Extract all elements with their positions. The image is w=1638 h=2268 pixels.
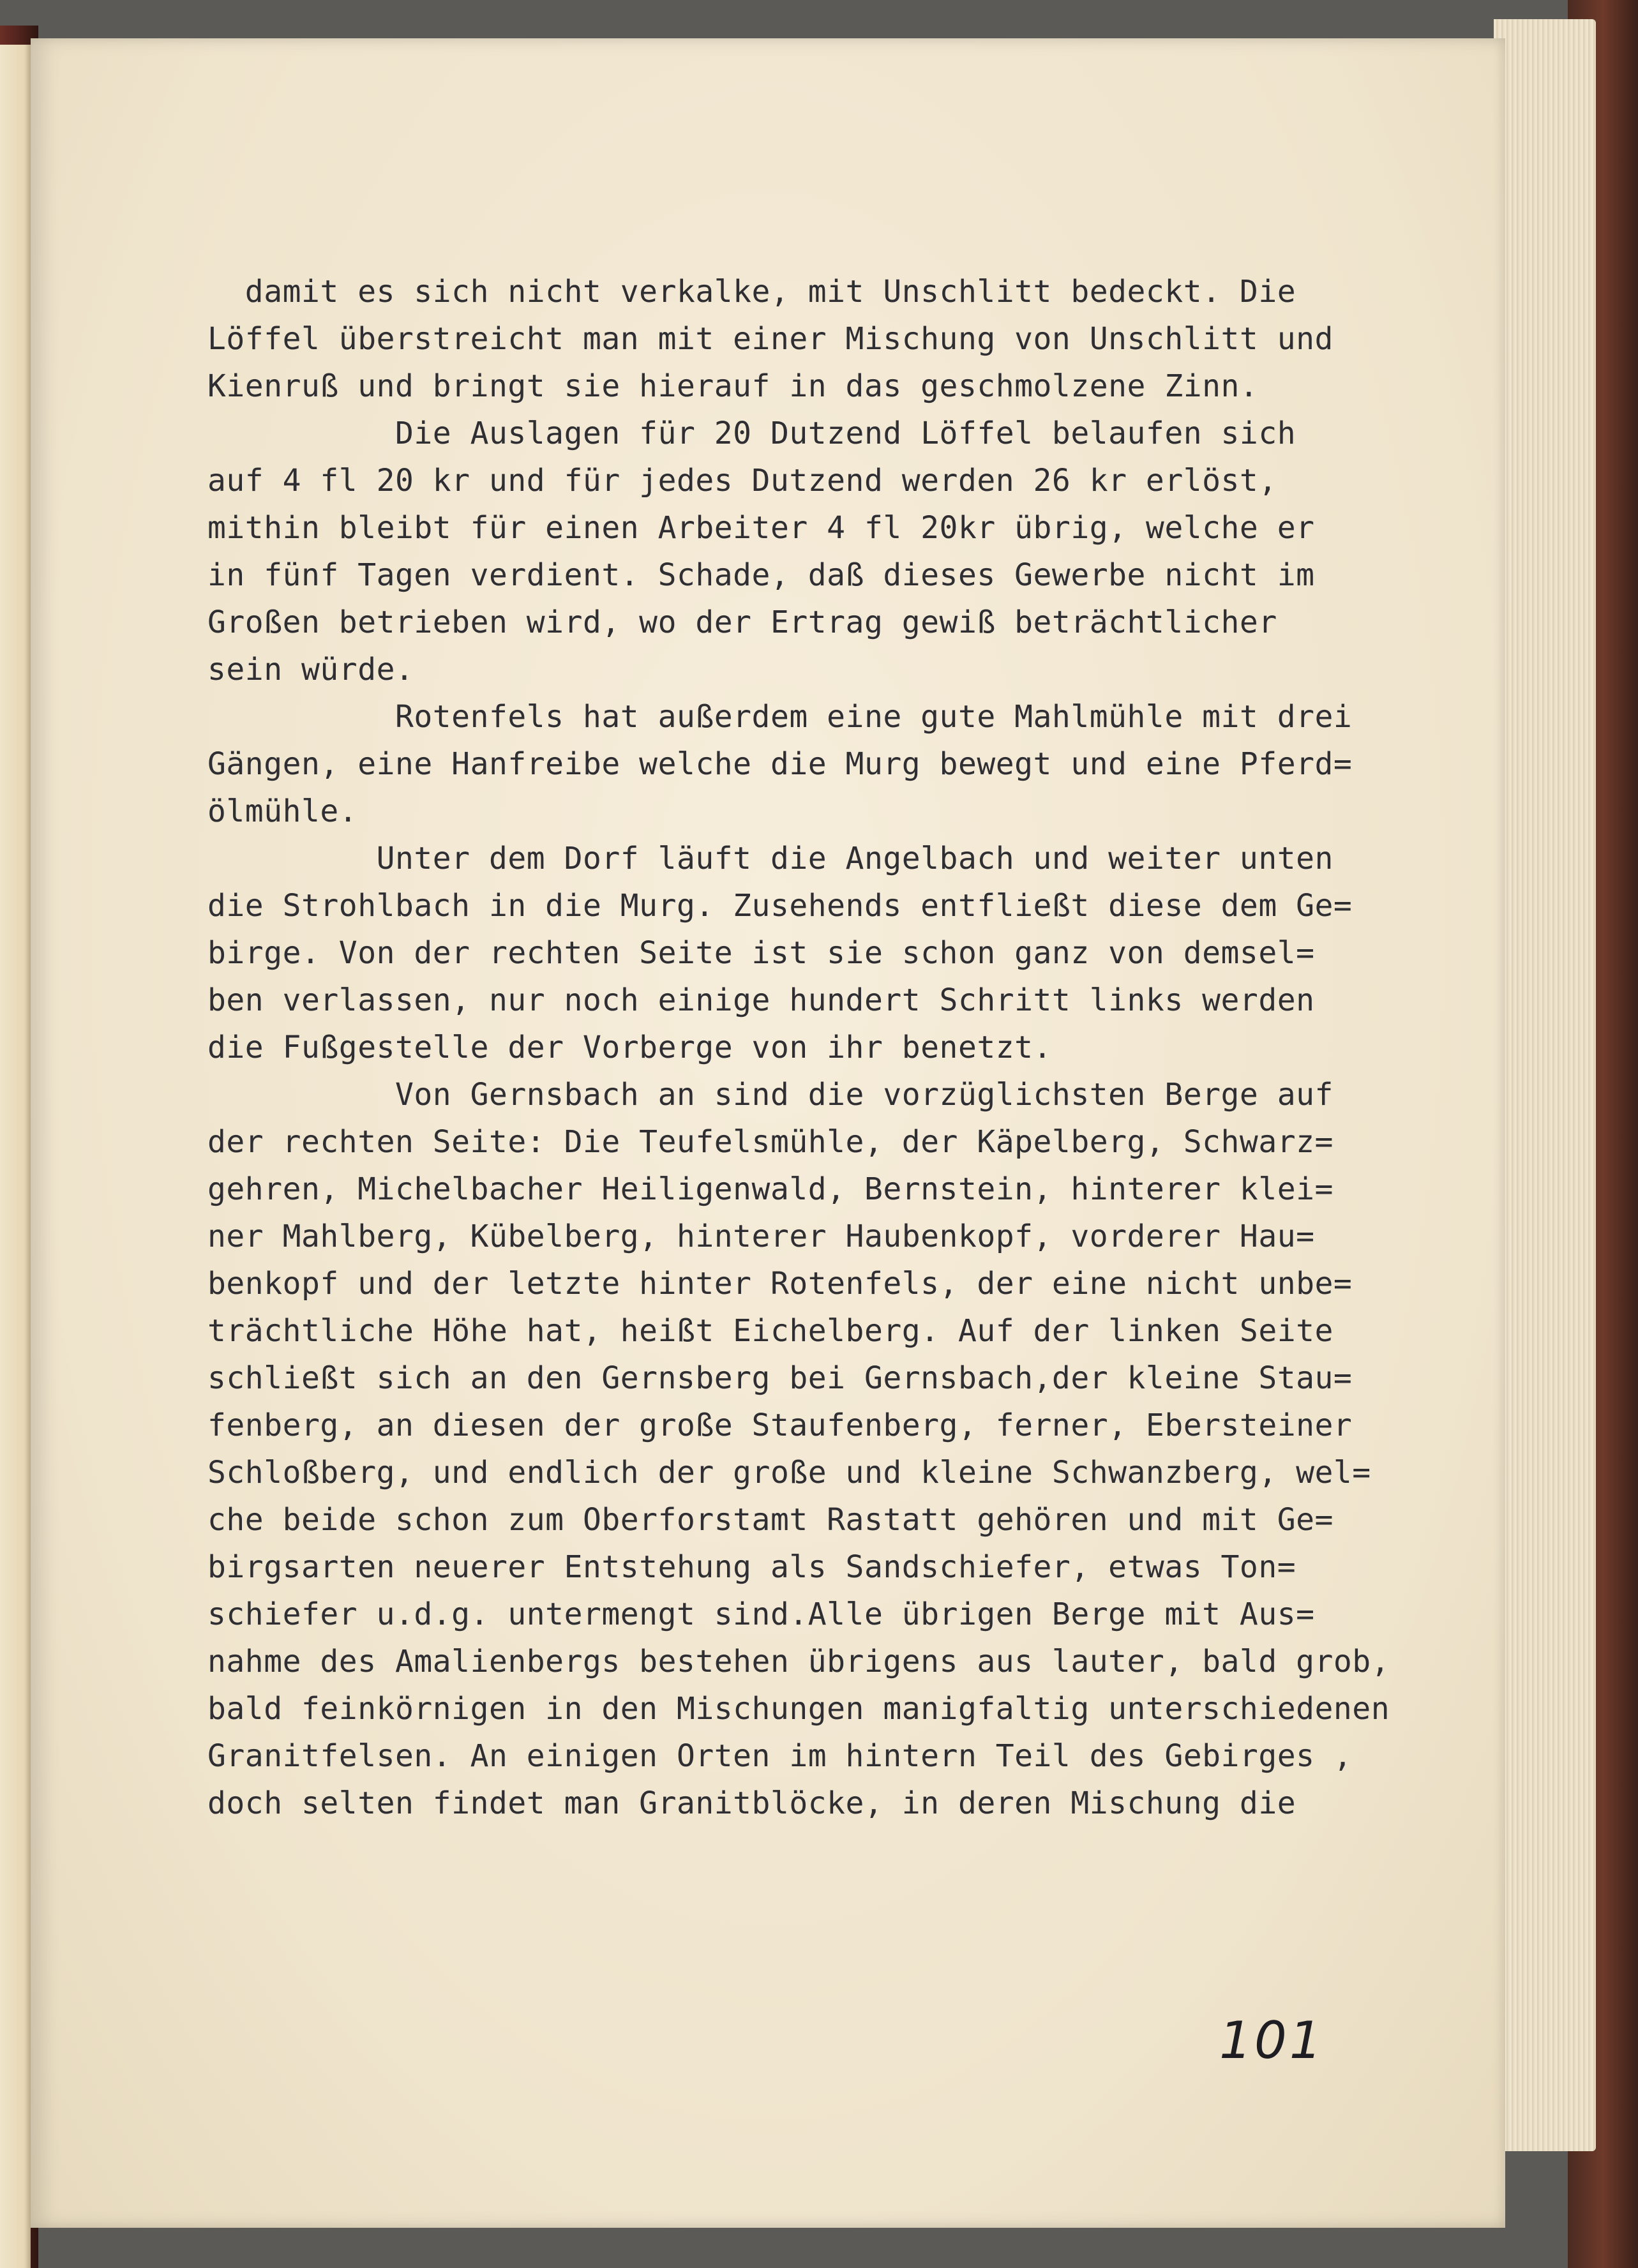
page-stack-edge	[1494, 19, 1596, 2151]
text-line: damit es sich nicht verkalke, mit Unschlitt bedeckt. Die	[207, 274, 1296, 310]
text-line: der rechten Seite: Die Teufelsmühle, der Käpelberg, Schwarz=	[207, 1124, 1334, 1160]
text-line: Löffel überstreicht man mit einer Mischung von Unschlitt und	[207, 321, 1334, 357]
text-line: sein würde.	[207, 652, 414, 687]
text-line: che beide schon zum Oberforstamt Rastatt gehören und mit Ge=	[207, 1502, 1334, 1538]
text-line: gehren, Michelbacher Heiligenwald, Bernstein, hinterer klei=	[207, 1171, 1334, 1207]
text-line: Großen betrieben wird, wo der Ertrag gewiß beträchtlicher	[207, 605, 1277, 640]
text-line: ben verlassen, nur noch einige hundert Schritt links werden	[207, 982, 1315, 1018]
text-line: benkopf und der letzte hinter Rotenfels, der eine nicht unbe=	[207, 1266, 1353, 1302]
previous-page-edge	[0, 45, 31, 2268]
typewritten-text	[207, 268, 1471, 1827]
text-line: in fünf Tagen verdient. Schade, daß dieses Gewerbe nicht im	[207, 557, 1315, 593]
text-line: birgsarten neuerer Entstehung als Sandschiefer, etwas Ton=	[207, 1549, 1296, 1585]
text-line: ner Mahlberg, Kübelberg, hinterer Haubenkopf, vorderer Hau=	[207, 1219, 1315, 1254]
text-line: birge. Von der rechten Seite ist sie schon ganz von demsel=	[207, 935, 1315, 971]
text-line: trächtliche Höhe hat, heißt Eichelberg. Auf der linken Seite	[207, 1313, 1334, 1349]
text-line: auf 4 fl 20 kr und für jedes Dutzend werden 26 kr erlöst,	[207, 463, 1277, 499]
text-line: die Strohlbach in die Murg. Zusehends entfließt diese dem Ge=	[207, 888, 1353, 924]
text-line: Unter dem Dorf läuft die Angelbach und weiter unten	[207, 841, 1334, 876]
text-line: die Fußgestelle der Vorberge von ihr benetzt.	[207, 1030, 1052, 1065]
text-line: fenberg, an diesen der große Staufenberg, ferner, Ebersteiner	[207, 1408, 1353, 1443]
text-line: Die Auslagen für 20 Dutzend Löffel belaufen sich	[207, 416, 1296, 451]
text-line: schließt sich an den Gernsberg bei Gernsbach,der kleine Stau=	[207, 1360, 1353, 1396]
text-line: ölmühle.	[207, 793, 358, 829]
text-line: nahme des Amalienbergs bestehen übrigens aus lauter, bald grob,	[207, 1644, 1390, 1679]
text-line: Rotenfels hat außerdem eine gute Mahlmühle mit drei	[207, 699, 1353, 735]
text-line: bald feinkörnigen in den Mischungen manigfaltig unterschiedenen	[207, 1691, 1390, 1727]
text-line: doch selten findet man Granitblöcke, in deren Mischung die	[207, 1785, 1296, 1821]
text-line: Schloßberg, und endlich der große und kleine Schwanzberg, wel=	[207, 1455, 1371, 1491]
text-line: Granitfelsen. An einigen Orten im hintern Teil des Gebirges ,	[207, 1738, 1353, 1774]
text-line: schiefer u.d.g. untermengt sind.Alle übrigen Berge mit Aus=	[207, 1596, 1315, 1632]
text-line: Gängen, eine Hanfreibe welche die Murg bewegt und eine Pferd=	[207, 746, 1353, 782]
handwritten-page-number: 101	[1219, 2011, 1325, 2070]
text-line: Kienruß und bringt sie hierauf in das geschmolzene Zinn.	[207, 368, 1259, 404]
text-line: mithin bleibt für einen Arbeiter 4 fl 20kr übrig, welche er	[207, 510, 1315, 546]
text-line: Von Gernsbach an sind die vorzüglichsten Berge auf	[207, 1077, 1334, 1113]
